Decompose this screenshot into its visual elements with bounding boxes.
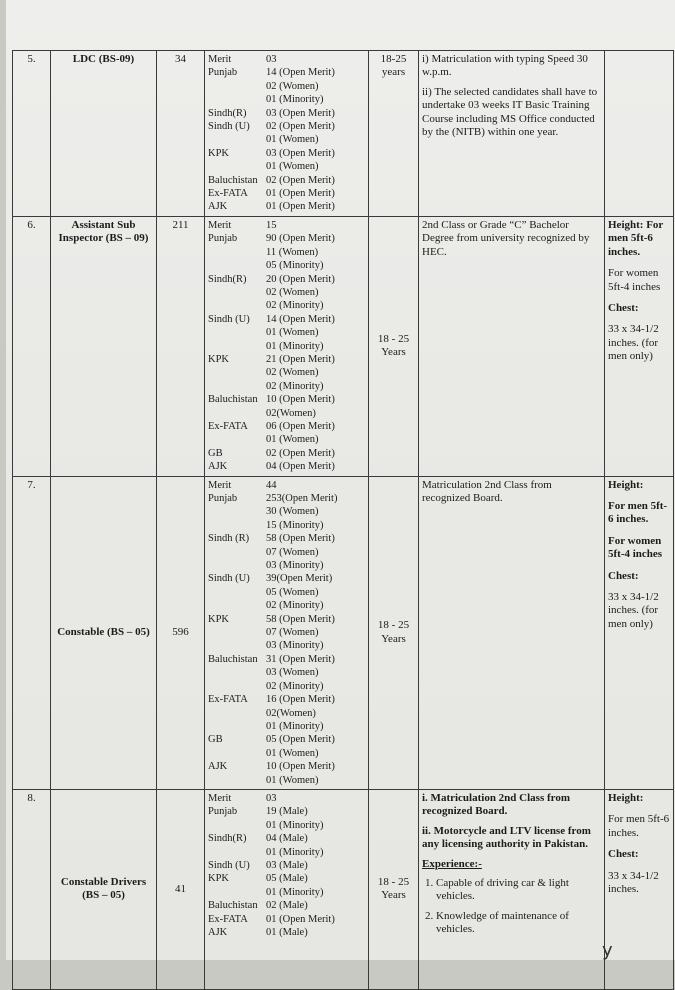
quota-line — [208, 147, 365, 160]
quota-region: Sindh (R) — [208, 533, 250, 545]
quota-line — [208, 872, 365, 885]
quota-count: 15 — [266, 219, 277, 231]
quota-line — [208, 774, 365, 787]
quota-count: 21 (Open Merit) — [266, 353, 335, 365]
quota-count: 30 (Women) — [266, 506, 319, 518]
quota-line — [208, 859, 365, 872]
quota-line — [208, 326, 365, 339]
physical-cell — [605, 476, 674, 789]
serial-number: 5. — [13, 51, 51, 217]
qualification-cell — [419, 216, 605, 476]
quota-count: 07 (Women) — [266, 627, 319, 639]
quota-count: 03 — [266, 54, 277, 65]
quota-count: 02 (Male) — [266, 900, 308, 912]
quota-line — [208, 433, 365, 446]
quota-count: 01 (Minority) — [266, 340, 324, 352]
quota-line — [208, 913, 365, 926]
quota-line — [208, 532, 365, 545]
quota-count: 01 (Women) — [266, 134, 319, 146]
post-name: Constable (BS – 05) — [51, 476, 157, 789]
quota-region: AJK — [208, 201, 228, 213]
qualification-cell — [419, 51, 605, 217]
experience-list — [422, 877, 601, 937]
quota-count: 05 (Open Merit) — [266, 734, 335, 746]
physical-line: For men 5ft-6 inches. — [608, 500, 668, 526]
quota-line — [208, 174, 365, 187]
quota-count: 20 (Open Merit) — [266, 273, 335, 285]
vacancy-table — [12, 50, 674, 990]
quota-count: 02 (Open Merit) — [266, 447, 335, 459]
quota-region: KPK — [208, 147, 230, 159]
quota-region: Sindh (U) — [208, 859, 250, 871]
quota-region — [208, 707, 266, 720]
quota-count: 16 (Open Merit) — [266, 694, 335, 706]
physical-line: For women 5ft-4 inches — [608, 534, 663, 561]
qualification-line: ii) The selected candidates shall have to undertake 03 weeks IT Basic Training Course including MS Office conducted by the (NITB) within one year. — [422, 85, 598, 139]
quota-count: 07 (Women) — [266, 546, 319, 558]
quota-list — [208, 53, 365, 214]
quota-cell — [205, 476, 369, 789]
quota-count: 03 — [266, 792, 277, 804]
physical-line: Height: — [608, 791, 644, 804]
quota-count: 05 (Women) — [266, 586, 319, 598]
physical-line: Height: For men 5ft-6 inches. — [608, 218, 664, 258]
quota-count: 10 (Open Merit) — [266, 761, 335, 773]
quota-line — [208, 899, 365, 912]
quota-region: Merit — [208, 219, 232, 231]
quota-region: Baluchistan — [208, 174, 258, 186]
quota-line — [208, 407, 365, 420]
quota-region: KPK — [208, 353, 230, 365]
quota-count: 04 (Male) — [266, 833, 308, 845]
quota-line — [208, 133, 365, 146]
quota-count: 02 (Minority) — [266, 300, 324, 312]
quota-line — [208, 599, 365, 612]
quota-region: AJK — [208, 761, 228, 773]
quota-region — [208, 133, 266, 146]
physical-cell — [605, 216, 674, 476]
quota-line — [208, 200, 365, 213]
quota-line — [208, 80, 365, 93]
quota-region: Sindh(R) — [208, 273, 247, 285]
quota-region — [208, 407, 266, 420]
physical-cell — [605, 51, 674, 217]
quota-count: 02 (Open Merit) — [266, 121, 335, 133]
quota-line — [208, 693, 365, 706]
table-row — [13, 789, 674, 989]
quota-line — [208, 572, 365, 585]
quota-count: 11 (Women) — [266, 246, 319, 258]
quota-count: 04 (Open Merit) — [266, 461, 335, 473]
quota-region: Ex-FATA — [208, 913, 248, 925]
quota-count: 02 (Minority) — [266, 680, 324, 692]
quota-region — [208, 505, 266, 518]
quota-count: 01 (Women) — [266, 747, 319, 759]
quota-line — [208, 926, 365, 939]
quota-count: 01 (Open Merit) — [266, 188, 335, 200]
serial-number: 8. — [13, 789, 51, 989]
quota-region: Merit — [208, 792, 232, 804]
quota-count: 03 (Open Merit) — [266, 107, 335, 119]
quota-count: 02 (Minority) — [266, 600, 324, 612]
age-limit — [369, 476, 419, 789]
quota-line — [208, 792, 365, 805]
number-of-posts: 34 — [157, 51, 205, 217]
number-of-posts: 41 — [157, 789, 205, 989]
quota-region: Baluchistan — [208, 900, 258, 912]
quota-count: 01 (Women) — [266, 161, 319, 173]
quota-line — [208, 653, 365, 666]
number-of-posts: 211 — [157, 216, 205, 476]
quota-region — [208, 626, 266, 639]
post-name: Assistant Sub Inspector (BS – 09) — [51, 216, 157, 476]
quota-count: 03 (Minority) — [266, 640, 324, 652]
quota-cell — [205, 216, 369, 476]
quota-region — [208, 639, 266, 652]
quota-line — [208, 586, 365, 599]
quota-line — [208, 380, 365, 393]
quota-region: Ex-FATA — [208, 188, 248, 200]
quota-region: Punjab — [208, 233, 238, 245]
quota-count: 05 (Minority) — [266, 260, 324, 272]
table-row — [13, 216, 674, 476]
quota-region — [208, 546, 266, 559]
physical-line: Chest: — [608, 301, 639, 314]
quota-count: 02 (Open Merit) — [266, 174, 335, 186]
quota-count: 58 (Open Merit) — [266, 533, 335, 545]
quota-line — [208, 259, 365, 272]
quota-count: 14 (Open Merit) — [266, 313, 335, 325]
quota-line — [208, 733, 365, 746]
document-page — [6, 0, 675, 960]
quota-count: 01 (Women) — [266, 774, 319, 786]
quota-region — [208, 286, 266, 299]
quota-region — [208, 599, 266, 612]
quota-line — [208, 479, 365, 492]
quota-line — [208, 246, 365, 259]
physical-line: For women 5ft-4 inches — [608, 267, 661, 293]
experience-item: 2. Knowledge of maintenance of vehicles. — [436, 910, 601, 937]
quota-line — [208, 187, 365, 200]
physical-cell — [605, 789, 674, 989]
quota-line — [208, 639, 365, 652]
quota-count: 01 (Women) — [266, 434, 319, 446]
quota-line — [208, 760, 365, 773]
quota-count: 02 (Women) — [266, 367, 319, 379]
qualification-line: 2nd Class or Grade “C” Bachelor Degree from university recognized by HEC. — [422, 218, 590, 258]
quota-list — [208, 479, 365, 787]
quota-count: 44 — [266, 479, 277, 491]
quota-count: 90 (Open Merit) — [266, 233, 335, 245]
quota-region: KPK — [208, 613, 230, 625]
qualification-cell — [419, 789, 605, 989]
post-name: Constable Drivers (BS – 05) — [51, 789, 157, 989]
quota-line — [208, 559, 365, 572]
quota-region: Merit — [208, 54, 232, 65]
quota-region: KPK — [208, 873, 230, 885]
quota-region — [208, 93, 266, 106]
quota-line — [208, 819, 365, 832]
handwritten-mark: y — [602, 940, 613, 961]
quota-line — [208, 313, 365, 326]
quota-count: 39(Open Merit) — [266, 573, 333, 585]
quota-count: 01 (Minority) — [266, 720, 324, 732]
quota-count: 05 (Male) — [266, 873, 308, 885]
qualification-line: i) Matriculation with typing Speed 30 w.p.m. — [422, 53, 588, 79]
serial-number: 7. — [13, 476, 51, 789]
quota-count: 03 (Male) — [266, 859, 308, 871]
qualification-line: Matriculation 2nd Class from recognized Board. — [422, 478, 552, 504]
quota-line — [208, 66, 365, 79]
quota-count: 01 (Women) — [266, 327, 319, 339]
quota-line — [208, 707, 365, 720]
quota-region — [208, 846, 266, 859]
age-text: 18 - 25 Years — [377, 332, 410, 359]
quota-line — [208, 680, 365, 693]
quota-line — [208, 53, 365, 66]
quota-list — [208, 792, 365, 939]
quota-region: Ex-FATA — [208, 420, 248, 432]
qualification-line: ii. Motorcycle and LTV license from any licensing authority in Pakistan. — [422, 824, 591, 851]
quota-count: 01 (Open Merit) — [266, 913, 335, 925]
table-row — [13, 476, 674, 789]
quota-region: Merit — [208, 479, 232, 491]
quota-line — [208, 353, 365, 366]
age-text: 18 - 25 Years — [377, 876, 410, 902]
quota-line — [208, 120, 365, 133]
physical-line: Chest: — [608, 569, 639, 582]
quota-count: 03 (Minority) — [266, 560, 324, 572]
quota-region — [208, 559, 266, 572]
physical-line: 33 x 34-1/2 inches. (for men only) — [608, 591, 659, 630]
quota-line — [208, 160, 365, 173]
age-limit — [369, 216, 419, 476]
quota-region: Punjab — [208, 806, 238, 818]
quota-region: Punjab — [208, 493, 238, 504]
quota-line — [208, 546, 365, 559]
quota-region — [208, 680, 266, 693]
quota-cell — [205, 789, 369, 989]
quota-region — [208, 586, 266, 599]
quota-count: 02 (Women) — [266, 286, 319, 298]
quota-region — [208, 366, 266, 379]
quota-region: AJK — [208, 461, 228, 473]
age-limit — [369, 789, 419, 989]
quota-line — [208, 805, 365, 818]
quota-region: GB — [208, 734, 223, 746]
quota-count: 253(Open Merit) — [266, 493, 338, 504]
quota-line — [208, 460, 365, 473]
age-limit — [369, 51, 419, 217]
quota-line — [208, 832, 365, 845]
quota-line — [208, 747, 365, 760]
quota-region: Sindh (U) — [208, 313, 250, 325]
quota-region — [208, 380, 266, 393]
quota-line — [208, 232, 365, 245]
quota-region: AJK — [208, 927, 228, 938]
physical-line: For men 5ft-6 inches. — [608, 813, 670, 839]
quota-line — [208, 219, 365, 232]
quota-count: 02 (Women) — [266, 80, 319, 92]
quota-line — [208, 340, 365, 353]
quota-count: 01 (Minority) — [266, 819, 324, 831]
quota-line — [208, 393, 365, 406]
age-text: 18 - 25 Years — [377, 619, 410, 645]
quota-line — [208, 107, 365, 120]
quota-count: 31 (Open Merit) — [266, 653, 335, 665]
quota-region — [208, 326, 266, 339]
quota-region — [208, 433, 266, 446]
quota-count: 14 (Open Merit) — [266, 67, 335, 79]
quota-list — [208, 219, 365, 474]
quota-cell — [205, 51, 369, 217]
quota-region: Ex-FATA — [208, 694, 248, 706]
quota-line — [208, 492, 365, 505]
qualification-cell — [419, 476, 605, 789]
quota-line — [208, 447, 365, 460]
quota-count: 03 (Women) — [266, 667, 319, 679]
physical-line: 33 x 34-1/2 inches. (for men only) — [608, 323, 659, 363]
quota-region — [208, 720, 266, 733]
quota-line — [208, 626, 365, 639]
quota-line — [208, 613, 365, 626]
quota-line — [208, 720, 365, 733]
serial-number: 6. — [13, 216, 51, 476]
quota-region — [208, 299, 266, 312]
quota-count: 58 (Open Merit) — [266, 613, 335, 625]
quota-line — [208, 886, 365, 899]
quota-count: 03 (Open Merit) — [266, 147, 335, 159]
quota-line — [208, 286, 365, 299]
physical-line: Chest: — [608, 848, 639, 861]
experience-label: Experience:- — [422, 857, 482, 870]
quota-count: 01 (Open Merit) — [266, 201, 335, 213]
quota-count: 10 (Open Merit) — [266, 394, 335, 406]
quota-region: Sindh(R) — [208, 833, 247, 845]
post-name: LDC (BS-09) — [51, 51, 157, 217]
quota-region: Baluchistan — [208, 653, 258, 665]
quota-count: 06 (Open Merit) — [266, 420, 335, 432]
quota-region: Sindh (U) — [208, 121, 250, 133]
quota-count: 01 (Minority) — [266, 846, 324, 858]
quota-line — [208, 420, 365, 433]
quota-region — [208, 519, 266, 532]
quota-region — [208, 747, 266, 760]
quota-line — [208, 366, 365, 379]
quota-count: 02(Women) — [266, 707, 316, 719]
quota-line — [208, 93, 365, 106]
quota-region — [208, 774, 266, 787]
age-text: 18-25 years — [380, 53, 407, 79]
quota-count: 19 (Male) — [266, 806, 308, 818]
quota-region: Punjab — [208, 67, 238, 79]
physical-line: 33 x 34-1/2 inches. — [608, 869, 659, 895]
quota-region: Baluchistan — [208, 394, 258, 406]
quota-count: 01 (Male) — [266, 927, 308, 938]
quota-region: Sindh(R) — [208, 107, 247, 119]
quota-region — [208, 340, 266, 353]
quota-region: GB — [208, 447, 223, 459]
quota-region — [208, 886, 266, 899]
quota-region — [208, 666, 266, 679]
quota-line — [208, 519, 365, 532]
quota-region — [208, 246, 266, 259]
quota-region — [208, 819, 266, 832]
physical-line: Height: — [608, 478, 644, 491]
quota-count: 01 (Minority) — [266, 886, 324, 898]
quota-count: 02 (Minority) — [266, 380, 324, 392]
quota-line — [208, 299, 365, 312]
quota-count: 15 (Minority) — [266, 519, 324, 531]
quota-line — [208, 666, 365, 679]
quota-region — [208, 80, 266, 93]
quota-region — [208, 160, 266, 173]
number-of-posts: 596 — [157, 476, 205, 789]
table-row — [13, 51, 674, 217]
quota-line — [208, 273, 365, 286]
quota-region: Sindh (U) — [208, 573, 250, 585]
quota-line — [208, 505, 365, 518]
experience-item: 1. Capable of driving car & light vehicles. — [436, 877, 601, 904]
quota-count: 01 (Minority) — [266, 94, 324, 106]
quota-count: 02(Women) — [266, 407, 316, 419]
quota-line — [208, 846, 365, 859]
quota-region — [208, 259, 266, 272]
qualification-line: i. Matriculation 2nd Class from recognized Board. — [422, 791, 570, 818]
